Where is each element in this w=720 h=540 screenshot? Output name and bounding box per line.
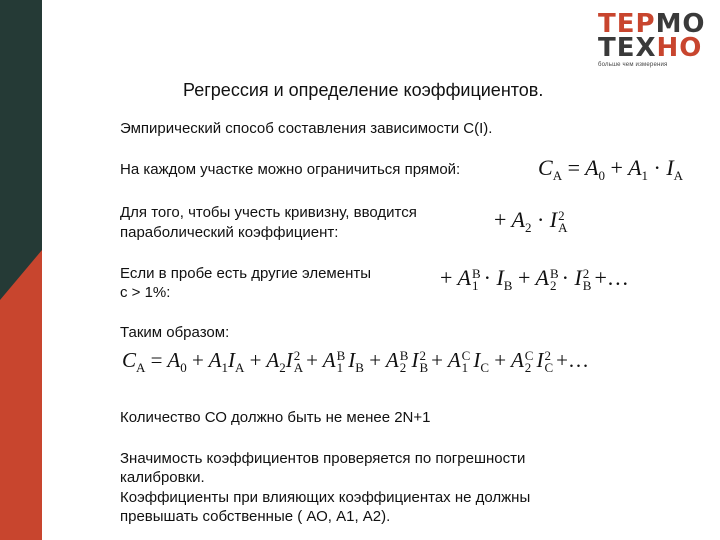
text-line: Если в пробе есть другие элементы <box>120 265 372 282</box>
logo-text-dark: МО <box>655 9 706 39</box>
logo-text-red: НО <box>656 33 703 63</box>
text-line: Коэффициенты при влияющих коэффициентах не должны <box>120 489 531 506</box>
formula-parabolic: + $A_2 \cdot I$ 2 A <box>494 207 568 235</box>
logo-tagline: больше чем измерения <box>598 62 668 68</box>
red-wedge-shape <box>0 0 42 540</box>
logo-text-dark: ТЕХ <box>598 33 657 63</box>
text-line: Эмпирический способ составления зависимости С(I). <box>120 120 493 137</box>
logo-line-2 <box>598 33 708 63</box>
text-line: На каждом участке можно ограничиться прямой: <box>120 161 461 178</box>
text-line: Количество СО должно быть не менее 2N+1 <box>120 409 431 426</box>
formula-other-elements: + A B 1 · $I_B + A$ B 2 · I 2 B +… <box>440 265 629 293</box>
company-logo <box>598 9 708 68</box>
text-line: Значимость коэффициентов проверяется по погрешности <box>120 450 526 467</box>
slide-title: Регрессия и определение коэффициентов. <box>183 80 544 100</box>
logo-text-red: ТЕР <box>598 9 656 39</box>
text-line: Для того, чтобы учесть кривизну, вводится <box>120 204 417 221</box>
left-decor-bar <box>0 0 42 540</box>
text-line: превышать собственные ( АО, А1, А2). <box>120 508 391 525</box>
formula-linear: $C_A = A_0 + A_1 \cdot I_A$ <box>538 155 684 183</box>
text-line: с > 1%: <box>120 284 171 301</box>
text-line: калибровки. <box>120 469 205 486</box>
text-line: параболический коэффициент: <box>120 224 339 241</box>
text-line: Таким образом: <box>120 324 230 341</box>
formula-full: $C_A = A_0 + A_1I_A + A_2I$ 2 A + A B 1 $I_B + A$ B 2 I 2 B + A C 1 $I_C + A$ C 2 I 2 C +… <box>122 348 589 376</box>
